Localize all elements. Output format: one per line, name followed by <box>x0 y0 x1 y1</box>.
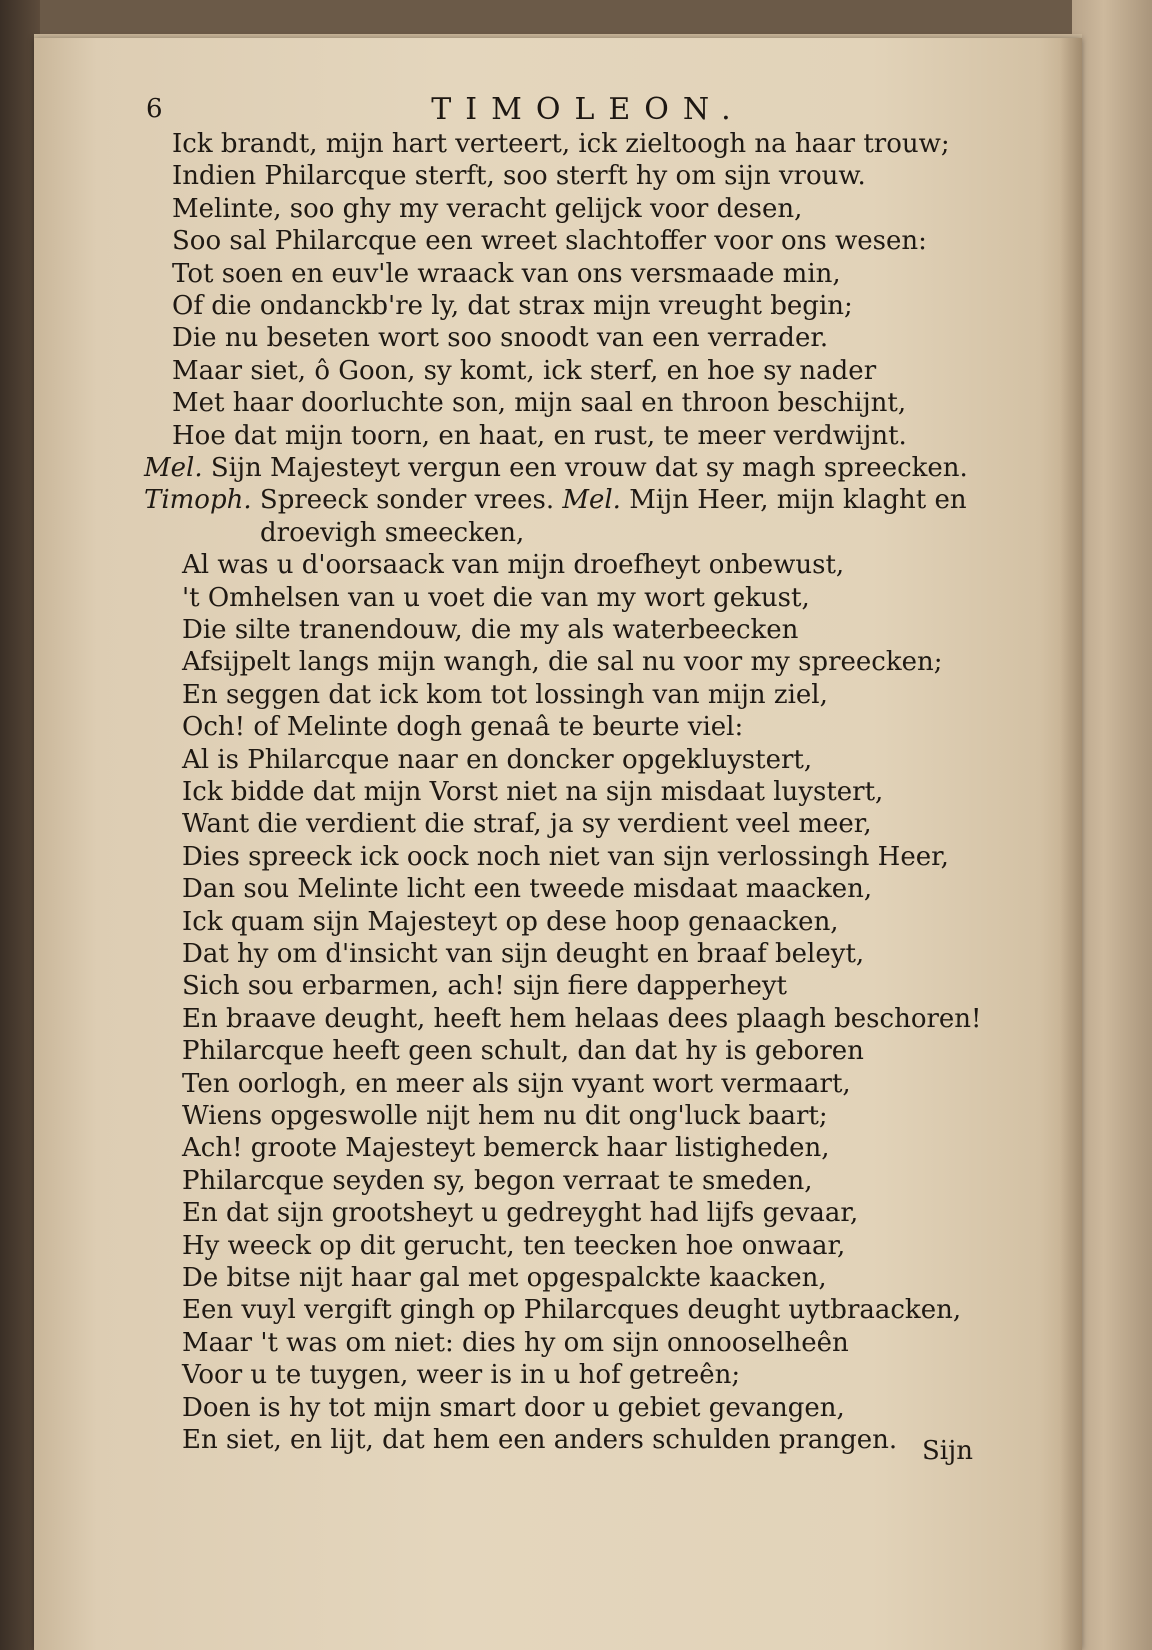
line-text: Melinte, soo ghy my veracht gelijck voor desen, <box>172 194 803 224</box>
line-text: Philarcque heeft geen schult, dan dat hy is geboren <box>182 1036 864 1066</box>
verse-line <box>182 744 812 776</box>
line-text: Ick bidde dat mijn Vorst niet na sijn misdaat luystert, <box>182 777 884 807</box>
line-text: Ick brandt, mijn hart verteert, ick zieltoogh na haar trouw; <box>172 129 950 159</box>
line-text: Och! of Melinte dogh genaâ te beurte viel: <box>182 712 744 742</box>
book-page <box>34 38 1082 1650</box>
page-number: 6 <box>146 94 163 124</box>
line-text: Soo sal Philarcque een wreet slachtoffer voor ons wesen: <box>172 226 927 256</box>
line-text: En dat sijn grootsheyt u gedreyght had lijfs gevaar, <box>182 1198 859 1228</box>
verse-line <box>182 1359 740 1391</box>
verse-line <box>182 873 872 905</box>
verse-line <box>182 1327 849 1359</box>
verse-line <box>182 906 839 938</box>
verse-line <box>182 614 798 646</box>
line-text: Doen is hy tot mijn smart door u gebiet gevangen, <box>182 1393 845 1423</box>
speaker-label: Mel. <box>144 453 203 483</box>
line-text: Maar 't was om niet: dies hy om sijn onnooselheên <box>182 1328 849 1358</box>
line-text: Dat hy om d'insicht van sijn deught en braaf beleyt, <box>182 939 865 969</box>
line-text: Wiens opgeswolle nijt hem nu dit ong'luck baart; <box>182 1101 828 1131</box>
verse-line <box>182 1294 961 1326</box>
verse-line <box>172 193 802 225</box>
verse-line <box>172 258 841 290</box>
backdrop-right <box>1072 0 1152 1650</box>
line-text: Dan sou Melinte licht een tweede misdaat maacken, <box>182 874 873 904</box>
line-text: Hy weeck op dit gerucht, ten teecken hoe onwaar, <box>182 1231 846 1261</box>
line-text: Sijn Majesteyt vergun een vrouw dat sy magh spreecken. <box>210 453 968 483</box>
line-text: Mijn Heer, mijn klaght en <box>629 485 967 515</box>
line-text: Spreeck sonder vrees. <box>259 485 555 515</box>
verse-line <box>182 776 883 808</box>
verse-line <box>182 1003 982 1035</box>
verse-line <box>172 128 950 160</box>
line-text: En braave deught, heeft hem helaas dees plaagh beschoren! <box>182 1004 982 1034</box>
verse-line <box>144 484 967 516</box>
verse-line <box>182 1230 845 1262</box>
verse-line <box>172 225 927 257</box>
page-header <box>34 90 1082 130</box>
verse-line <box>182 1132 830 1164</box>
verse-line <box>182 970 787 1002</box>
running-title: TIMOLEON. <box>431 92 745 127</box>
gutter-shadow <box>1060 38 1082 1650</box>
line-text: De bitse nijt haar gal met opgespalckte kaacken, <box>182 1263 827 1293</box>
line-text: Met haar doorluchte son, mijn saal en throon beschijnt, <box>172 388 907 418</box>
line-text: Ach! groote Majesteyt bemerck haar listigheden, <box>182 1133 830 1163</box>
verse-line <box>182 1100 828 1132</box>
verse-line <box>182 679 828 711</box>
verse-line <box>182 1392 845 1424</box>
verse-line <box>182 582 810 614</box>
verse-line <box>182 1068 851 1100</box>
line-text: Dies spreeck ick oock noch niet van sijn verlossingh Heer, <box>182 842 949 872</box>
line-text: Maar siet, ô Goon, sy komt, ick sterf, en hoe sy nader <box>172 356 877 386</box>
verse-line <box>182 841 949 873</box>
speaker-label: Timoph. <box>144 485 252 515</box>
verse-line <box>182 549 844 581</box>
verse-line <box>182 646 942 678</box>
line-text: Hoe dat mijn toorn, en haat, en rust, te meer verdwijnt. <box>172 421 907 451</box>
verse-line <box>182 1197 858 1229</box>
line-text: Ick quam sijn Majesteyt op dese hoop genaacken, <box>182 907 839 937</box>
line-text: 't Omhelsen van u voet die van my wort gekust, <box>182 583 810 613</box>
line-text: Een vuyl vergift gingh op Philarcques deught uytbraacken, <box>182 1295 962 1325</box>
line-text: Indien Philarcque sterft, soo sterft hy om sijn vrouw. <box>172 161 866 191</box>
verse-line <box>144 452 968 484</box>
verse-line <box>172 420 907 452</box>
catchword: Sijn <box>922 1436 973 1466</box>
line-text: Sich sou erbarmen, ach! sijn fiere dapperheyt <box>182 971 787 1001</box>
line-text: Of die ondanckb're ly, dat strax mijn vreught begin; <box>172 291 853 321</box>
verse-line <box>182 938 864 970</box>
line-text: Al is Philarcque naar en doncker opgekluystert, <box>182 745 813 775</box>
line-text: Die nu beseten wort soo snoodt van een verrader. <box>172 323 829 353</box>
line-text: droevigh smeecken, <box>260 518 525 548</box>
verse-line <box>182 1424 897 1456</box>
line-text: Want die verdient die straf, ja sy verdient veel meer, <box>182 809 872 839</box>
verse-line <box>172 290 853 322</box>
line-text: En siet, en lijt, dat hem een anders schulden prangen. <box>182 1425 898 1455</box>
verse-line <box>182 1035 864 1067</box>
verse-line <box>182 1262 827 1294</box>
line-text: Al was u d'oorsaack van mijn droefheyt onbewust, <box>182 550 845 580</box>
verse-line <box>172 322 828 354</box>
verse-line <box>182 1165 812 1197</box>
line-text: Afsijpelt langs mijn wangh, die sal nu voor my spreecken; <box>182 647 943 677</box>
verse-line <box>260 517 524 549</box>
line-text: En seggen dat ick kom tot lossingh van mijn ziel, <box>182 680 828 710</box>
verse-line <box>172 387 906 419</box>
verse-line <box>182 808 872 840</box>
line-text: Ten oorlogh, en meer als sijn vyant wort vermaart, <box>182 1069 851 1099</box>
verse-line <box>172 160 866 192</box>
line-text: Tot soen en euv'le wraack van ons versmaade min, <box>172 259 841 289</box>
speaker-label: Mel. <box>562 485 621 515</box>
verse-line <box>172 355 876 387</box>
line-text: Voor u te tuygen, weer is in u hof getreên; <box>182 1360 741 1390</box>
verse-line <box>182 711 743 743</box>
line-text: Philarcque seyden sy, begon verraat te smeden, <box>182 1166 813 1196</box>
line-text: Die silte tranendouw, die my als waterbeecken <box>182 615 799 645</box>
